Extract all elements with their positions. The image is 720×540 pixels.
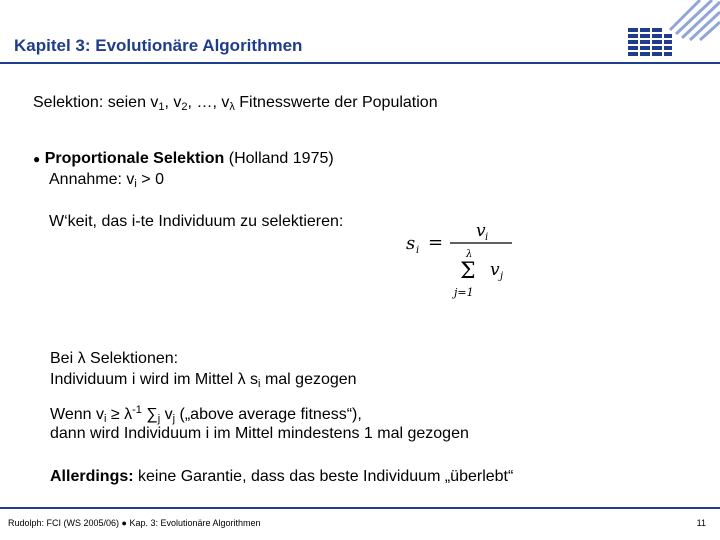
condition-pre: Wenn v <box>50 406 104 423</box>
condition-sum: ∑ <box>141 406 158 423</box>
condition-vj: v <box>160 406 173 423</box>
intro-sub-lambda: λ <box>229 101 235 113</box>
method-citation: (Holland 1975) <box>224 150 334 167</box>
page-number: 11 <box>696 518 706 528</box>
formula-num: v <box>476 221 486 241</box>
footer-text: Rudolph: FCI (WS 2005/06) ● Kap. 3: Evolutionäre Algorithmen <box>8 518 261 528</box>
intro-rest: Fitnesswerte der Population <box>234 94 438 111</box>
intro-text: Selektion: seien v <box>33 94 159 111</box>
lambda-line-2-post: mal gezogen <box>260 371 357 388</box>
assumption-text: Annahme: v <box>49 171 135 188</box>
assumption-line <box>49 171 164 190</box>
condition-sub-j2: j <box>172 413 176 425</box>
condition-line-1 <box>50 404 362 425</box>
condition-sup: -1 <box>132 404 142 416</box>
lambda-line-2-text: Individuum i wird im Mittel λ s <box>50 371 259 388</box>
intro-sep-1: , v <box>164 94 182 111</box>
formula-den: v <box>490 260 500 280</box>
lambda-line-2 <box>50 371 357 390</box>
formula-den-sub: j <box>500 271 504 282</box>
intro-sep-2: , …, v <box>187 94 230 111</box>
formula-eq: = <box>428 232 444 253</box>
slide-title: Kapitel 3: Evolutionäre Algorithmen <box>14 36 303 55</box>
condition-mid: ≥ λ <box>106 406 133 423</box>
condition-line-2: dann wird Individuum i im Mittel mindestens 1 mal gezogen <box>50 425 469 442</box>
lambda-line-2-sub: i <box>258 378 261 390</box>
intro-sub-1: 1 <box>158 101 165 113</box>
probability-line: W‘keit, das i-te Individuum zu selektieren: <box>49 213 344 230</box>
condition-sub-j: j <box>157 413 161 425</box>
selection-probability-formula <box>400 218 530 304</box>
caveat-line <box>50 468 513 486</box>
assumption-sub: i <box>134 178 137 190</box>
method-name: Proportionale Selektion <box>44 150 225 167</box>
intro-sub-2: 2 <box>181 101 188 113</box>
condition-post: („above average fitness“), <box>175 406 362 423</box>
formula-sum-bottom: j=1 <box>454 286 474 299</box>
caveat-text: keine Garantie, dass das beste Individuum „überlebt“ <box>133 468 514 485</box>
formula-sum-sign: Σ <box>460 259 476 284</box>
assumption-post: > 0 <box>136 171 164 188</box>
formula-lhs-sub: i <box>416 245 420 256</box>
lambda-line-1: Bei λ Selektionen: <box>50 350 179 367</box>
bullet-icon: ● <box>33 152 41 166</box>
condition-sub-i: i <box>103 413 107 425</box>
formula-num-sub: i <box>485 232 489 243</box>
university-logo-icon <box>620 0 720 62</box>
caveat-label: Allerdings: <box>50 468 134 485</box>
formula-sum-top: λ <box>466 249 473 260</box>
footer-divider <box>0 507 720 509</box>
intro-line <box>33 94 438 113</box>
method-line <box>33 150 334 168</box>
formula-lhs: s <box>406 233 416 254</box>
title-divider <box>0 62 720 64</box>
